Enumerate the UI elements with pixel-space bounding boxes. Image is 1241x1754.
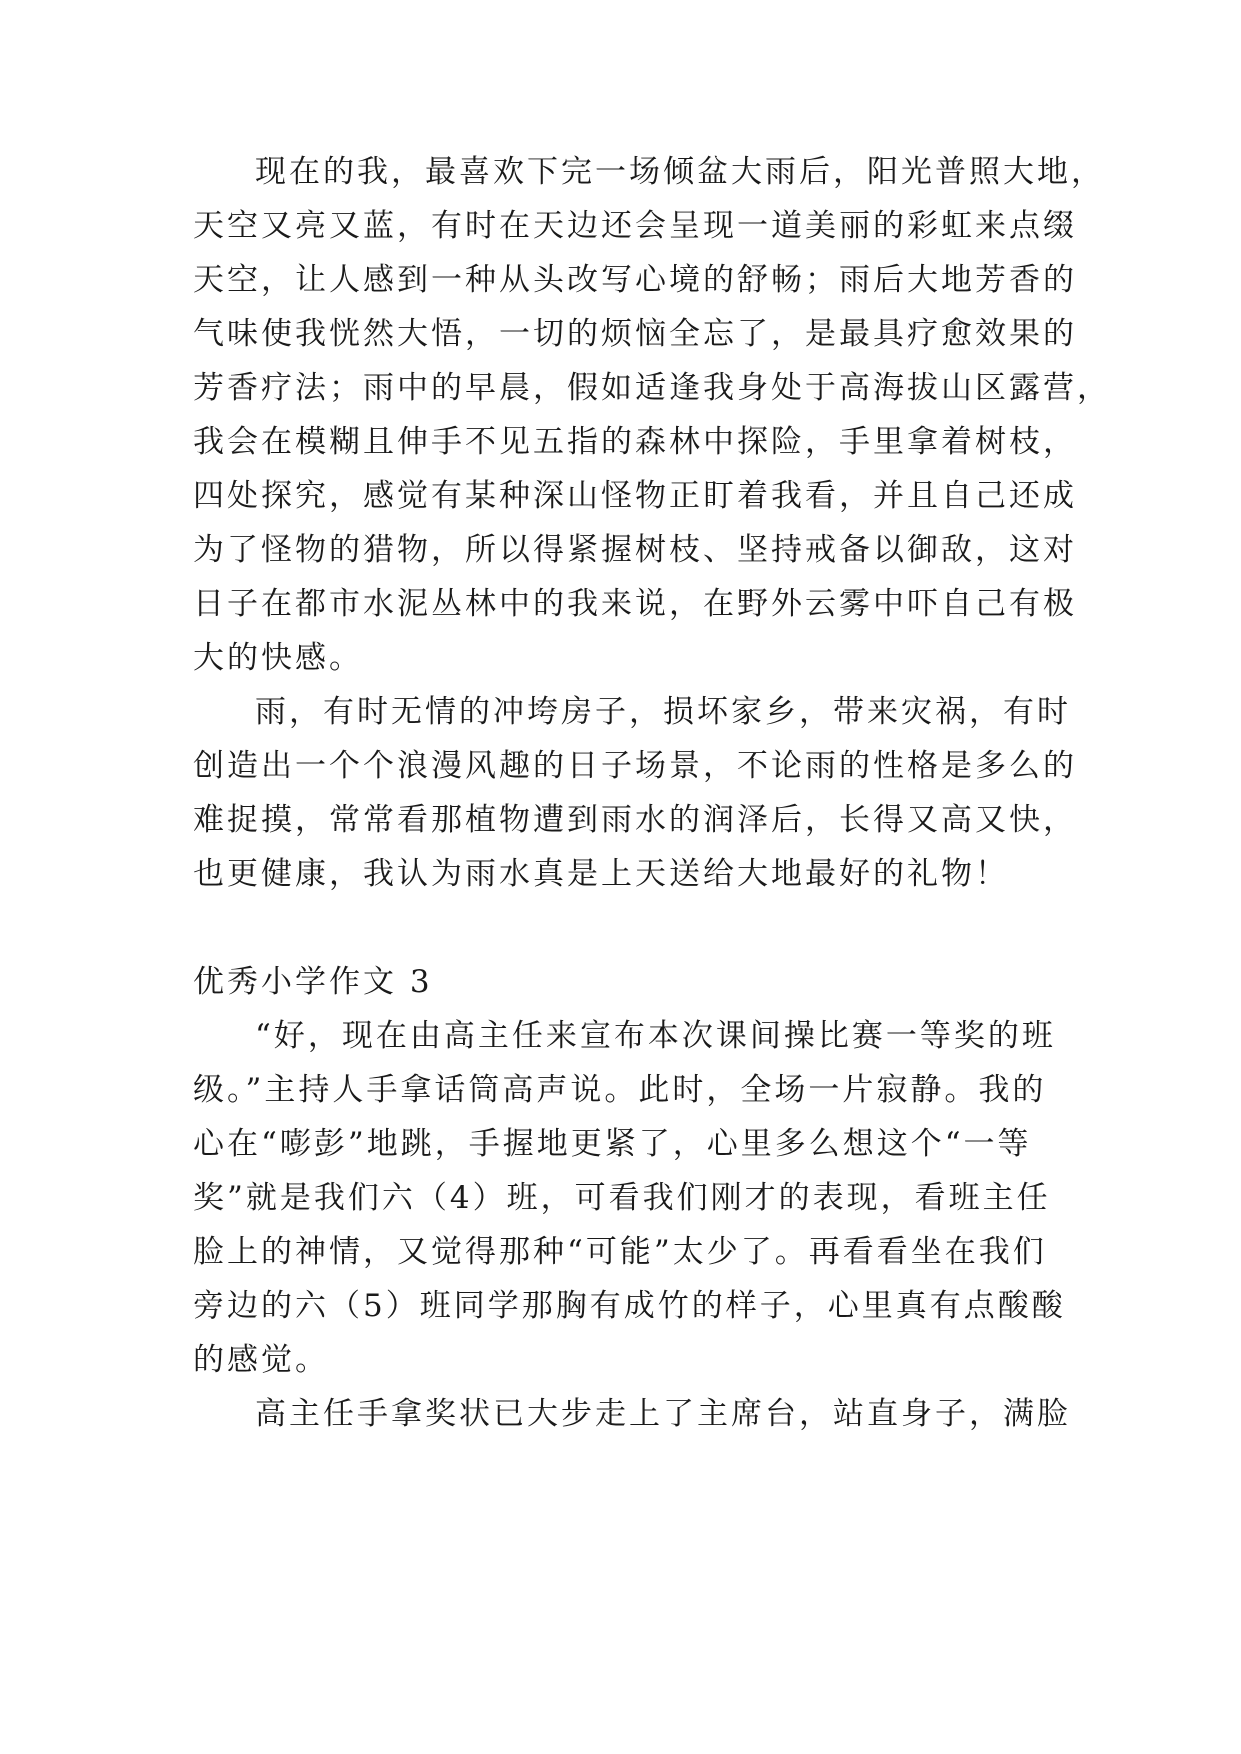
paragraph-1-line-7: 四处探究，感觉有某种深山怪物正盯着我看，并且自己还成 xyxy=(193,478,1077,514)
paragraph-1-line-5: 芳香疗法；雨中的早晨，假如适逢我身处于高海拔山区露营， xyxy=(193,370,1111,406)
paragraph-3-line-1: “好，现在由高主任来宣布本次课间操比赛一等奖的班 xyxy=(255,1018,1056,1054)
paragraph-1-line-9: 日子在都市水泥丛林中的我来说，在野外云雾中吓自己有极 xyxy=(193,586,1077,622)
paragraph-4-line-1: 高主任手拿奖状已大步走上了主席台，站直身子，满脸 xyxy=(255,1396,1071,1432)
paragraph-1-line-3: 天空，让人感到一种从头改写心境的舒畅；雨后大地芳香的 xyxy=(193,262,1077,298)
paragraph-1-line-8: 为了怪物的猎物，所以得紧握树枝、坚持戒备以御敌，这对 xyxy=(193,532,1077,568)
paragraph-1-line-6: 我会在模糊且伸手不见五指的森林中探险，手里拿着树枝， xyxy=(193,424,1077,460)
paragraph-2-line-2: 创造出一个个浪漫风趣的日子场景，不论雨的性格是多么的 xyxy=(193,748,1077,784)
paragraph-2-line-3: 难捉摸，常常看那植物遭到雨水的润泽后，长得又高又快， xyxy=(193,802,1077,838)
paragraph-3-line-4: 奖”就是我们六（4）班，可看我们刚才的表现，看班主任 xyxy=(193,1180,1051,1216)
paragraph-1-line-4: 气味使我恍然大悟，一切的烦恼全忘了，是最具疗愈效果的 xyxy=(193,316,1077,352)
paragraph-3-line-2: 级。”主持人手拿话筒高声说。此时，全场一片寂静。我的 xyxy=(193,1072,1047,1108)
paragraph-3-line-6: 旁边的六（5）班同学那胸有成竹的样子，心里真有点酸酸 xyxy=(193,1288,1066,1324)
section-title: 优秀小学作文 3 xyxy=(193,964,433,1000)
paragraph-2-line-1: 雨，有时无情的冲垮房子，损坏家乡，带来灾祸，有时 xyxy=(255,694,1071,730)
paragraph-1-line-2: 天空又亮又蓝，有时在天边还会呈现一道美丽的彩虹来点缀 xyxy=(193,208,1077,244)
paragraph-1-line-10: 大的快感。 xyxy=(193,640,363,676)
paragraph-3-line-5: 脸上的神情，又觉得那种“可能”太少了。再看看坐在我们 xyxy=(193,1234,1047,1270)
paragraph-3-line-3: 心在“嘭彭”地跳，手握地更紧了，心里多么想这个“一等 xyxy=(193,1126,1032,1162)
paragraph-1-line-1: 现在的我，最喜欢下完一场倾盆大雨后，阳光普照大地， xyxy=(255,154,1105,190)
paragraph-3-line-7: 的感觉。 xyxy=(193,1342,329,1378)
paragraph-2-line-4: 也更健康，我认为雨水真是上天送给大地最好的礼物！ xyxy=(193,856,1009,892)
